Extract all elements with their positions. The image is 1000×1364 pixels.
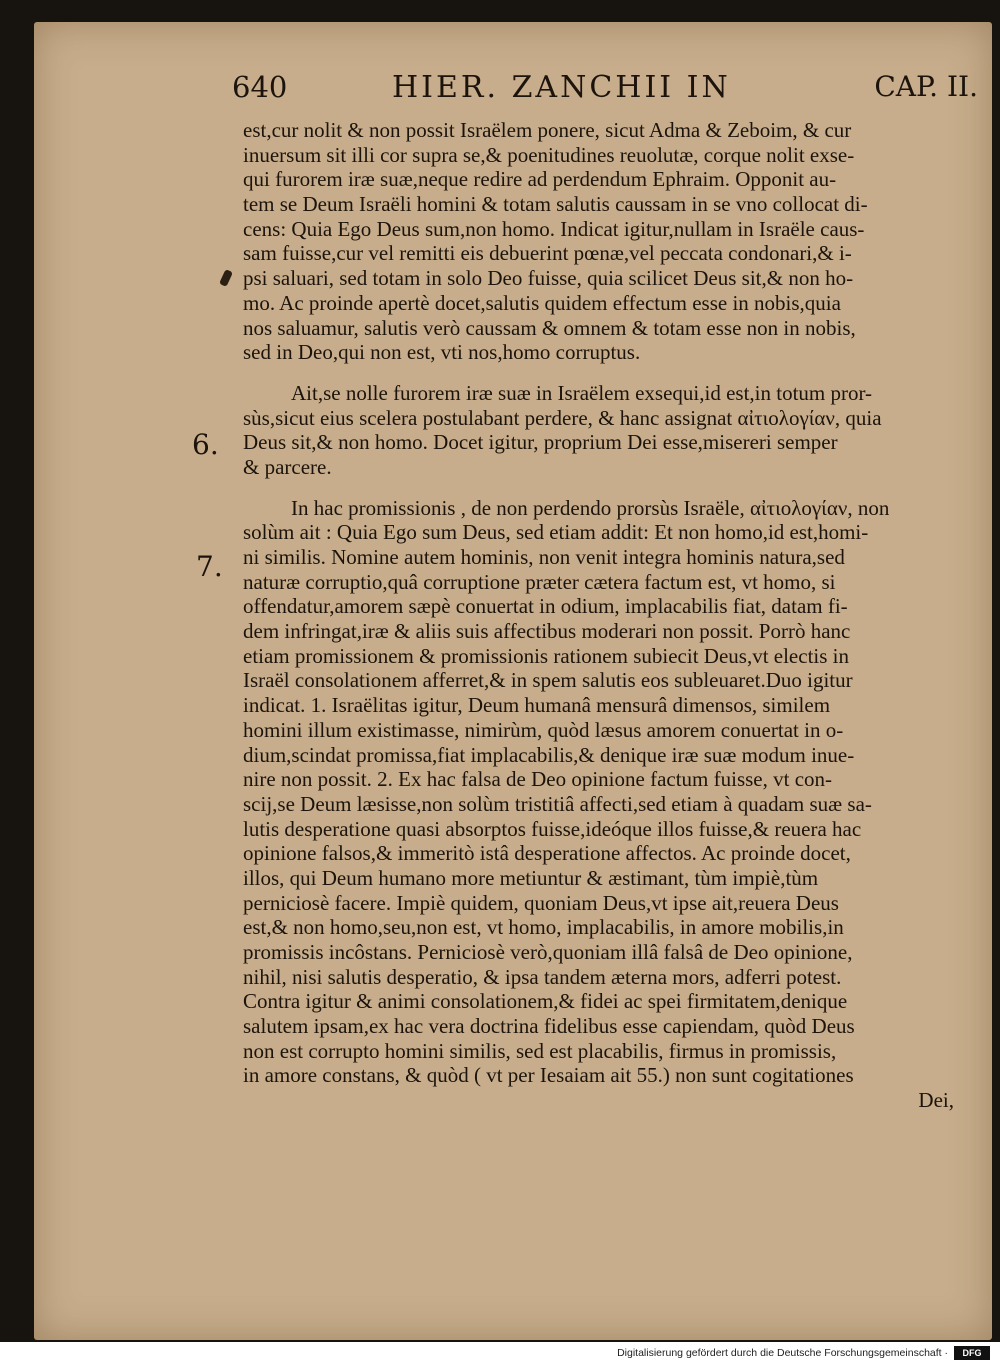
- text-line: Deus sit,& non homo. Docet igitur, proprium Dei esse,misereri semper: [243, 430, 838, 455]
- text-line: nihil, nisi salutis desperatio, & ipsa tandem æterna mors, adferri potest.: [243, 964, 842, 989]
- text-line: non est corrupto homini similis, sed est placabilis, firmus in promissis,: [243, 1038, 837, 1063]
- text-line: solùm ait : Quia Ego sum Deus, sed etiam addit: Et non homo,id est,homi-: [243, 520, 869, 545]
- text-line: in amore constans, & quòd ( vt per Iesaiam ait 55.) non sunt cogitationes: [243, 1063, 854, 1088]
- page-number: 640: [232, 70, 288, 104]
- text-line: cens: Quia Ego Deus sum,non homo. Indicat igitur,nullam in Israële caus-: [243, 216, 865, 241]
- text-line: Contra igitur & animi consolationem,& fidei ac spei firmitatem,denique: [243, 989, 848, 1014]
- catchword: Dei,: [918, 1088, 954, 1113]
- text-line: promissis incôstans. Perniciosè verò,quoniam illâ falsâ de Deo opinione,: [243, 940, 853, 964]
- text-line: Israël consolationem afferret,& in spem salutis eos subleuaret.Duo igitur: [243, 668, 853, 693]
- text-line: etiam promissionem & promissionis rationem subiecit Deus,vt electis in: [243, 643, 849, 668]
- text-line: dem infringat,iræ & aliis suis affectibus moderari non possit. Porrò hanc: [243, 619, 851, 644]
- text-line: & parcere.: [243, 454, 332, 479]
- text-line: Ait,se nolle furorem iræ suæ in Israëlem exsequi,id est,in totum pror-: [291, 380, 873, 405]
- text-line: dium,scindat promissa,fiat implacabilis,& denique iræ suæ modum inue-: [243, 742, 855, 767]
- text-line: perniciosè facere. Impiè quidem, quoniam Deus,vt ipse ait,reuera Deus: [243, 890, 839, 915]
- text-line: sam fuisse,cur vel remitti eis debuerint pœnæ,vel peccata condonari,& i-: [243, 241, 852, 266]
- text-line: illos, qui Deum humano more metiuntur & æstimant, tùm impiè,tùm: [243, 865, 819, 890]
- margin-verse-7: 7.: [196, 550, 223, 583]
- text-line: tem se Deum Israëli homini & totam salutis caussam in se vno collocat di-: [243, 192, 868, 217]
- text-line: nos saluamur, salutis verò caussam & omnem & totam esse non in nobis,: [243, 315, 856, 340]
- text-line: salutem ipsam,ex hac vera doctrina fidelibus esse capiendam, quòd Deus: [243, 1014, 855, 1039]
- text-line: offendatur,amorem sæpè conuertat in odium, implacabilis fiat, datam fi-: [243, 594, 848, 619]
- chapter-reference: CAP. II.: [874, 70, 978, 103]
- body-text: [243, 118, 954, 1113]
- text-line: In hac promissionis , de non perdendo prorsùs Israële, αἰτιολογίαν, non: [291, 495, 890, 520]
- text-line: lutis desperatione quasi absorptos fuisse,ideóque illos fuisse,& reuera hac: [243, 816, 862, 841]
- text-line: est,cur nolit & non possit Israëlem ponere, sicut Adma & Zeboim, & cur: [243, 118, 852, 142]
- text-line: homini illum existimasse, nimirùm, quòd læsus amorem conuertat in o-: [243, 717, 844, 742]
- text-line: psi saluari, sed totam in solo Deo fuisse, quia scilicet Deus sit,& non ho-: [243, 266, 854, 291]
- text-line: est,& non homo,seu,non est, vt homo, implacabilis, in amore mobilis,in: [243, 915, 844, 940]
- text-line: nire non possit. 2. Ex hac falsa de Deo opinione factum fuisse, vt con-: [243, 767, 833, 792]
- text-line: mo. Ac proinde apertè docet,salutis quidem effectum esse in nobis,quia: [243, 290, 841, 315]
- text-line: sùs,sicut eius scelera postulabant perdere, & hanc assignat αἰτιολογίαν, quia: [243, 405, 882, 430]
- funding-credit: Digitalisierung gefördert durch die Deutsche Forschungsgemeinschaft ·: [617, 1347, 948, 1359]
- text-line: sed in Deo,qui non est, vti nos,homo corruptus.: [243, 340, 641, 365]
- text-line: naturæ corruptio,quâ corruptione præter cætera factum est, vt homo, si: [243, 569, 836, 594]
- text-line: opinione falsos,& immeritò istâ desperatione affectos. Ac proinde docet,: [243, 841, 851, 866]
- text-line: scij,se Deum læsisse,non solùm tristitiâ affecti,sed etiam à quadam suæ sa-: [243, 791, 872, 816]
- text-line: qui furorem iræ suæ,neque redire ad perdendum Ephraim. Opponit au-: [243, 167, 837, 192]
- text-line: inuersum sit illi cor supra se,& poenitudines reuolutæ, corque nolit exse-: [243, 142, 855, 167]
- digitization-footer: [0, 1342, 1000, 1364]
- running-head: [232, 70, 978, 110]
- text-line: ni similis. Nomine autem hominis, non venit integra hominis natura,sed: [243, 545, 845, 569]
- running-title: HIER. ZANCHII IN: [392, 70, 731, 105]
- text-line: indicat. 1. Israëlitas igitur, Deum humanâ mensurâ dimensos, similem: [243, 693, 831, 718]
- margin-verse-6: 6.: [192, 428, 219, 461]
- dfg-logo: DFG: [954, 1346, 990, 1360]
